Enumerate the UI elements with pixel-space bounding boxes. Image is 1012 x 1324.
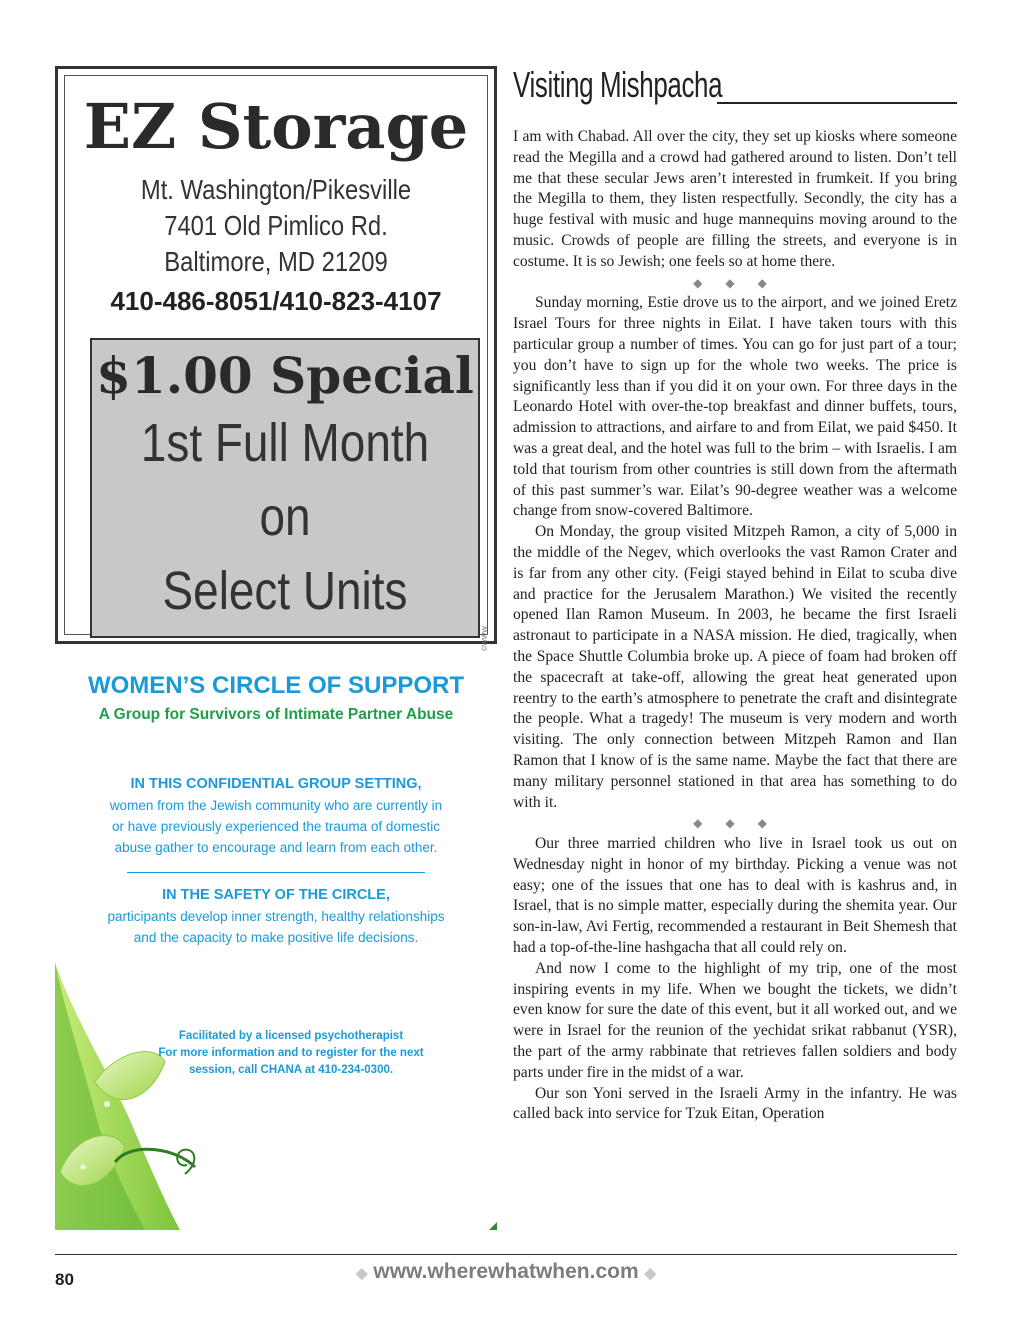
article-paragraph-2: Sunday morning, Estie drove us to the airport, and we joined Eretz Israel Tours for three nights in Eilat. I have taken tours with this particular group a number of times. You can go for just part of a tour; you don’t have to sign up for the whole two weeks. The price is significantly less than if you did it on your own. For three days in the Leonardo Hotel with over-the-top breakfast and dinner buffets, tours, admission to attractions, and airfare to and from Eilat, we paid $450. It was a great deal, and the hotel was full to the brim – with Israelis. I am told that tourism from other countries is still down from the aftermath of this past summer’s war. Eilat’s 90-degree weather was a welcome change from snow-covered Baltimore.	[513, 294, 957, 520]
section-divider-1: ◆ ◆ ◆	[693, 275, 777, 290]
ad-credit: ©WWW	[482, 626, 489, 651]
article-paragraph-6: Our son Yoni served in the Israeli Army in the infantry. He was called back into service for Tzuk Eitan, Operation	[513, 1084, 957, 1123]
diamond-icon: ◆	[644, 1265, 657, 1282]
leaf-vine-illustration	[55, 962, 205, 1230]
article-paragraph-1: I am with Chabad. All over the city, they set up kiosks where someone read the Megilla and a crowd had gathered around to listen. Don’t tell me that these secular Jews aren’t interested in frumkeit. If you bring the Megilla to them, they listen respectfully. Secondly, the city has a huge festival with music and huge mannequins moving around to the music. Crowds of people are filling the streets, and everyone is in costume. It is so Jewish; one feels so at home there.	[513, 128, 957, 270]
ad-special-headline: $1.00 Special	[96, 346, 474, 405]
article-paragraph-5: And now I come to the highlight of my trip, one of the most inspiring events in my life. When we bought the tickets, we didn’t even know for sure the date of this event, but it all worked out, and we were in Israel for the reunion of the yechidat srikat rabbanut (YSR), the part of the army rabbinate that retrieves fallen soldiers and body parts under fire in the midst of a war.	[513, 959, 957, 1081]
article-title-rule	[717, 102, 957, 104]
circle-footer-line-2: For more information and to register for the next	[158, 1047, 424, 1059]
ad-phones: 410-486-8051/410-823-4107	[110, 286, 442, 316]
footer-website	[0, 1260, 1012, 1284]
circle-heading-2: IN THE SAFETY OF THE CIRCLE,	[162, 887, 390, 903]
website-link[interactable]: www.wherewhatwhen.com	[373, 1260, 639, 1283]
ad-special-line3: Select Units	[162, 561, 408, 621]
article-title: Visiting Mishpacha	[513, 64, 723, 105]
circle-body-2-line-1: participants develop inner strength, healthy relationships	[107, 909, 445, 924]
article-body	[513, 127, 957, 1125]
ez-storage-ad	[55, 66, 497, 651]
circle-footer-line-1: Facilitated by a licensed psychotherapist	[178, 1030, 404, 1042]
ad-location: Mt. Washington/Pikesville	[140, 174, 412, 205]
circle-footer-line-3: session, call CHANA at 410-234-0300.	[188, 1064, 394, 1076]
circle-body-1-line-1: women from the Jewish community who are currently in	[109, 798, 443, 813]
article-paragraph-4: Our three married children who live in Israel took us out on Wednesday night in honor of my birthday. Picking a venue was not easy; one of the issues that one has to deal with is kashrus and, in Israel, that is no simple matter, especially during the shemita year. Our son-in-law, Avi Fertig, recommended a restaurant in Beit Shemesh that had a top-of-the-line hashgacha that all could rely on.	[513, 835, 957, 957]
article	[513, 64, 957, 1123]
ad-special-line2: on	[259, 487, 311, 547]
circle-body-2-line-2: and the capacity to make positive life decisions.	[133, 930, 419, 945]
circle-title: WOMEN’S CIRCLE OF SUPPORT	[87, 672, 464, 699]
circle-body-1-line-2: or have previously experienced the trauma of domestic	[112, 819, 440, 834]
diamond-icon: ◆	[355, 1265, 368, 1282]
page-number: 80	[55, 1270, 74, 1289]
ad-special-line1: 1st Full Month	[140, 413, 430, 473]
section-divider-2: ◆ ◆ ◆	[693, 816, 777, 831]
circle-divider	[127, 872, 425, 873]
circle-heading-1: IN THIS CONFIDENTIAL GROUP SETTING,	[130, 776, 422, 792]
ad-inner-border	[64, 75, 489, 651]
circle-body-1-line-3: abuse gather to encourage and learn from each other.	[114, 840, 438, 855]
ad-title: EZ Storage	[83, 90, 469, 163]
corner-mark	[489, 1222, 497, 1230]
ad-street: 7401 Old Pimlico Rd.	[164, 210, 388, 241]
article-paragraph-3: On Monday, the group visited Mitzpeh Ramon, a city of 5,000 in the middle of the Negev, which overlooks the vast Ramon Crater and is far from any other city. (Feigi stayed behind in Eilat to scuba dive and practice for the Jerusalem Marathon.) We visited the recently opened Ilan Ramon Museum. In 2003, he became the first Israeli astronaut to participate in a NASA mission. He died, tragically, when the Space Shuttle Columbia broke up. A piece of foam had broken off the spacecraft at take-off, allowing the great heat generated upon reentry to the earth’s atmosphere to penetrate the craft and disintegrate the people. What a tragedy! The museum is very modern and worth visiting. The only connection between Mitzpeh Ramon and Ilan Ramon that I know of is the same name. Maybe the fact that there are many military personnel stationed in that area has something to do with it.	[513, 523, 957, 811]
ad-city: Baltimore, MD 21209	[164, 246, 388, 277]
circle-subtitle: A Group for Survivors of Intimate Partner Abuse	[98, 706, 454, 723]
womens-circle-ad	[55, 660, 497, 1230]
footer-rule	[55, 1254, 957, 1255]
circle-footer	[115, 1028, 467, 1079]
ad-special-box	[90, 338, 480, 638]
